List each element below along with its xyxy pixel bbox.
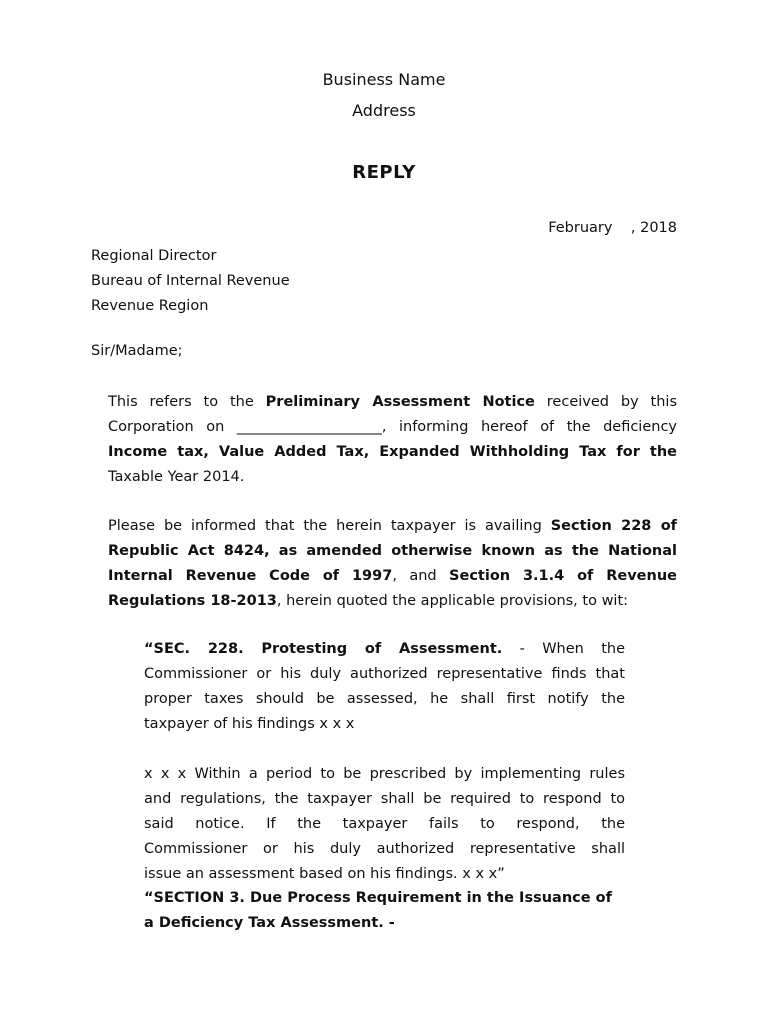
quote-line: x x x Within a period to be prescribed by implementing rules (144, 766, 625, 782)
quote-line: taxpayer of his findings x x x (144, 716, 355, 732)
text-run: This refers to the (108, 394, 266, 410)
paragraph-line (108, 539, 677, 564)
bold-run: Republic Act 8424, as amended otherwise known as the National (108, 543, 677, 559)
quote-line: proper taxes should be assessed, he shall first notify the (144, 691, 625, 707)
quote-line: a Deficiency Tax Assessment. - (144, 915, 395, 931)
quote-line: and regulations, the taxpayer shall be required to respond to (144, 791, 625, 807)
recipient-agency: Bureau of Internal Revenue (91, 273, 290, 289)
bold-run: Preliminary Assessment Notice (265, 394, 535, 410)
quote-line: Commissioner or his duly authorized representative finds that (144, 666, 625, 682)
paragraph-line: Taxable Year 2014. (108, 469, 245, 485)
quote-line: said notice. If the taxpayer fails to respond, the (144, 816, 625, 832)
business-address: Address (352, 101, 416, 120)
document-title: REPLY (352, 162, 416, 183)
text-run: received by this (534, 394, 678, 410)
paragraph-line (108, 440, 677, 465)
quote-line: Commissioner or his duly authorized representative shall (144, 841, 625, 857)
paragraph-line (108, 390, 677, 415)
salutation: Sir/Madame; (91, 343, 183, 359)
bold-run: Income tax, Value Added Tax, Expanded Withholding Tax for the (108, 444, 677, 460)
quote-line: issue an assessment based on his findings. x x x” (144, 866, 505, 882)
recipient-region: Revenue Region (91, 298, 209, 314)
bold-run: Section 228 of (550, 518, 677, 534)
paragraph-availing-section (108, 514, 677, 614)
quote-section-3-heading (144, 886, 625, 936)
text-run: Please be informed that the herein taxpayer is availing (108, 518, 551, 534)
paragraph-line: Corporation on ____________________, informing hereof of the deficiency (108, 419, 677, 435)
paragraph-line (108, 564, 677, 589)
paragraph-line (108, 589, 677, 614)
recipient-block (91, 244, 290, 319)
bold-run: “SEC. 228. Protesting of Assessment. (144, 641, 503, 657)
quote-line: “SECTION 3. Due Process Requirement in the Issuance of (144, 890, 612, 906)
bold-run: Regulations 18-2013 (108, 593, 277, 609)
business-name: Business Name (322, 70, 446, 89)
quote-line (144, 637, 625, 662)
quote-section-228 (144, 637, 625, 737)
text-run: , and (392, 568, 450, 584)
letter-date: February , 2018 (548, 220, 677, 236)
recipient-title: Regional Director (91, 248, 217, 264)
paragraph-line (108, 514, 677, 539)
text-run: - When the (502, 641, 625, 657)
text-run: , herein quoted the applicable provisions, to wit: (276, 593, 629, 609)
bold-run: Section 3.1.4 of Revenue (449, 568, 677, 584)
bold-run: Internal Revenue Code of 1997 (108, 568, 393, 584)
paragraph-preliminary-notice (108, 390, 677, 490)
quote-section-228-continued (144, 762, 625, 887)
